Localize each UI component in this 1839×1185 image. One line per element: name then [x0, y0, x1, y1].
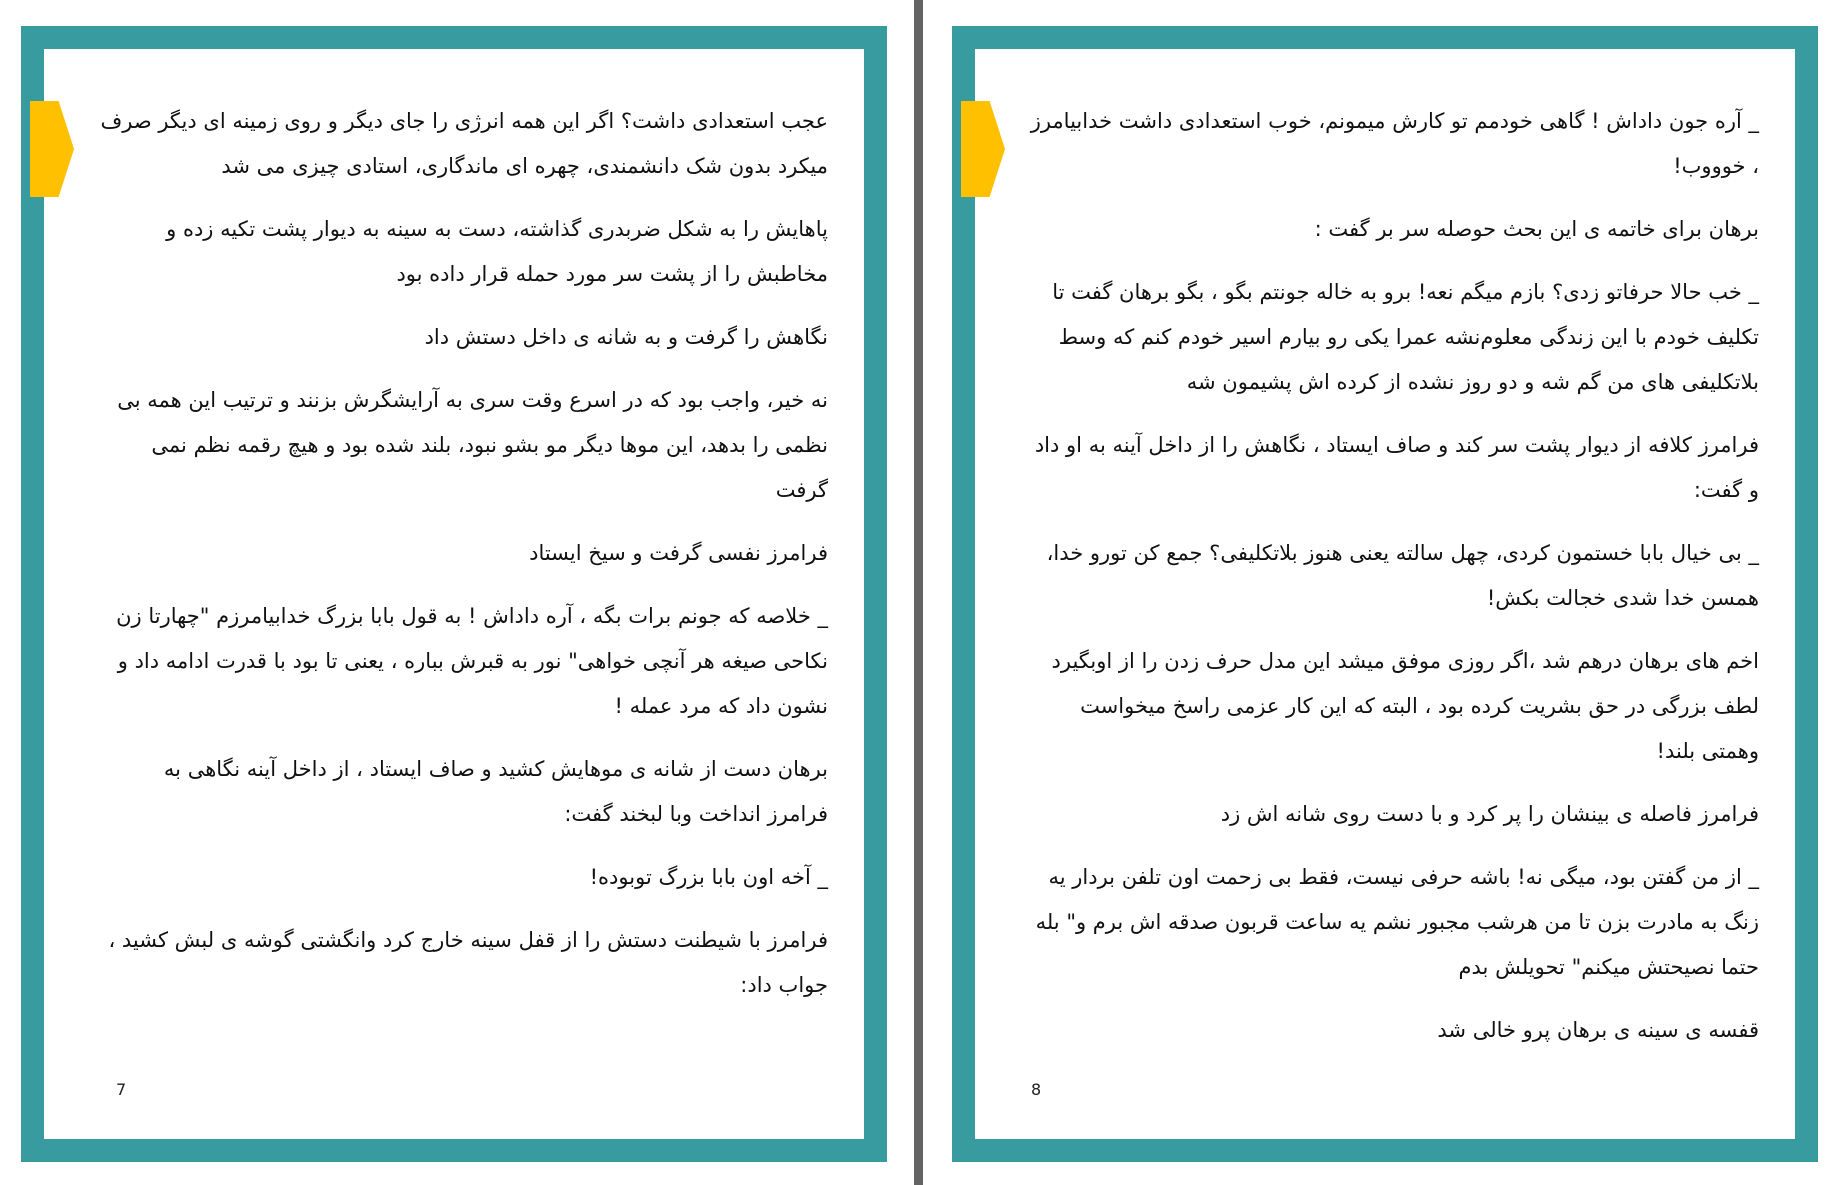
paragraph: برهان برای خاتمه ی این بحث حوصله سر بر گفت : [1314, 217, 1759, 241]
page-text [98, 99, 828, 1026]
page-left [21, 26, 887, 1162]
paragraph: _ بی خیال بابا خستمون کردی، چهل سالته یعنی هنوز بلاتکلیفی؟ جمع کن تورو خدا، همسن خدا شدی خجالت بکش! [1046, 541, 1759, 610]
paragraph: فرامرز فاصله ی بینشان را پر کرد و با دست روی شانه اش زد [1220, 802, 1759, 826]
page-number: 7 [116, 1080, 127, 1099]
paragraph: _ خلاصه که جونم برات بگه ، آره داداش ! به قول بابا بزرگ خدابیامرزم "چهارتا زن نکاحی صیغه هر آنچی خواهی" نور به قبرش بباره ، یعنی تا بود با قدرت ادامه داد و نشون داد که مرد عمله ! [116, 604, 828, 718]
paragraph: فرامرز با شیطنت دستش را از قفل سینه خارج کرد وانگشتی گوشه ی لبش کشید ، جواب داد: [108, 928, 828, 997]
paragraph: برهان دست از شانه ی موهایش کشید و صاف ایستاد ، از داخل آینه نگاهی به فرامرز انداخت وبا لبخند گفت: [163, 757, 828, 826]
paragraph: فرامرز نفسی گرفت و سیخ ایستاد [529, 541, 828, 565]
paragraph: فرامرز کلافه از دیوار پشت سر کند و صاف ایستاد ، نگاهش را از داخل آینه به او داد و گفت: [1034, 433, 1759, 502]
paragraph: قفسه ی سینه ی برهان پرو خالی شد [1437, 1018, 1759, 1042]
paragraph: _ آره جون داداش ! گاهی خودمم تو کارش میمونم، خوب استعدادی داشت خدابیامرز ، خوووب! [1030, 109, 1759, 178]
paragraph: _ خب حالا حرفاتو زدی؟ بازم میگم نعه! برو به خاله جونتم بگو ، بگو برهان گفت تا تکلیف خودم با این زندگی معلوم‌نشه عمرا یکی رو بیارم اسیر خودم کنم که وسط بلاتکلیفی های من گم شه و دو روز نشده از کرده اش پشیمون شه [1052, 280, 1759, 394]
page-number: 8 [1031, 1080, 1042, 1099]
page-divider [914, 0, 923, 1185]
paragraph: پاهایش را به شکل ضربدری گذاشته، دست به سینه به دیوار پشت تکیه زده و مخاطبش را از پشت سر مورد حمله قرار داده بود [166, 217, 828, 286]
paragraph: عجب استعدادی داشت؟ اگر این همه انرژی را جای دیگر و روی زمینه ای دیگر صرف میکرد بدون شک دانشمندی، چهره ای ماندگاری، استادی چیزی می شد [100, 109, 828, 178]
paragraph: نه خیر، واجب بود که در اسرع وقت سری به آرایشگرش بزنند و ترتیب این همه بی نظمی را بدهد، این موها دیگر مو بشو نبود، بلند شده بود و هیچ رقمه نظم نمی گرفت [117, 388, 828, 502]
bookmark-marker [961, 101, 1005, 197]
paragraph: _ از من گفتن بود، میگی نه! باشه حرفی نیست، فقط بی زحمت اون تلفن بردار یه زنگ به مادرت بزن تا من هرشب مجبور نشم یه ساعت قربون صدقه اش برم و" بله حتما نصیحتش میکنم" تحویلش بدم [1035, 865, 1759, 979]
page-right [952, 26, 1818, 1162]
page-text [1029, 99, 1759, 1071]
paragraph: _ آخه اون بابا بزرگ توبوده! [589, 865, 828, 889]
paragraph: اخم های برهان درهم شد ،اگر روزی موفق میشد این مدل حرف زدن را از اوبگیرد لطف بزرگی در حق بشریت کرده بود ، البته که این کار عزمی راسخ میخواست وهمتی بلند! [1051, 649, 1759, 763]
bookmark-marker [30, 101, 74, 197]
paragraph: نگاهش را گرفت و به شانه ی داخل دستش داد [424, 325, 828, 349]
